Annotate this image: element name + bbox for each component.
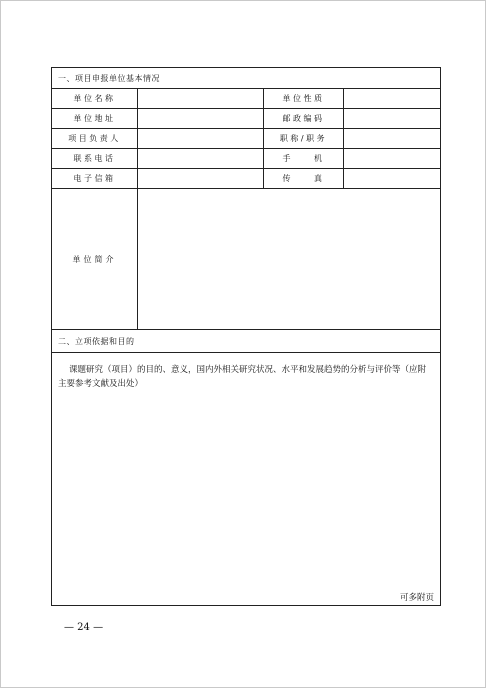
unit-type-field[interactable] bbox=[344, 89, 441, 109]
unit-type-label: 单位性质 bbox=[264, 89, 344, 109]
form-row-unit-name bbox=[52, 89, 441, 109]
project-leader-field[interactable] bbox=[138, 129, 264, 149]
fax-label: 传 真 bbox=[264, 169, 344, 189]
unit-name-field[interactable] bbox=[138, 89, 264, 109]
form-row-unit-intro bbox=[52, 189, 441, 330]
form-row-email bbox=[52, 169, 441, 189]
more-pages-note: 可多附页 bbox=[399, 593, 434, 603]
form-row-basis-purpose bbox=[52, 353, 441, 606]
section1-title: 一、项目申报单位基本情况 bbox=[52, 68, 441, 89]
section2-header-row bbox=[52, 330, 441, 353]
title-position-label: 职称/职务 bbox=[264, 129, 344, 149]
postal-code-label: 邮政编码 bbox=[264, 109, 344, 129]
form-row-project-leader bbox=[52, 129, 441, 149]
basis-purpose-field[interactable] bbox=[52, 353, 441, 606]
unit-address-label: 单位地址 bbox=[52, 109, 138, 129]
contact-phone-label: 联系电话 bbox=[52, 149, 138, 169]
email-field[interactable] bbox=[138, 169, 264, 189]
page-number: — 24 — bbox=[64, 622, 104, 633]
unit-intro-label: 单位简介 bbox=[52, 189, 138, 330]
title-position-field[interactable] bbox=[344, 129, 441, 149]
section1-header-row bbox=[52, 68, 441, 89]
application-form-table bbox=[51, 67, 441, 606]
unit-name-label: 单位名称 bbox=[52, 89, 138, 109]
project-leader-label: 项目负责人 bbox=[52, 129, 138, 149]
contact-phone-field[interactable] bbox=[138, 149, 264, 169]
email-label: 电子信箱 bbox=[52, 169, 138, 189]
form-row-contact-phone bbox=[52, 149, 441, 169]
postal-code-field[interactable] bbox=[344, 109, 441, 129]
form-row-unit-address bbox=[52, 109, 441, 129]
mobile-label: 手 机 bbox=[264, 149, 344, 169]
unit-intro-field[interactable] bbox=[138, 189, 441, 330]
mobile-field[interactable] bbox=[344, 149, 441, 169]
section2-title: 二、立项依据和目的 bbox=[52, 330, 441, 353]
unit-address-field[interactable] bbox=[138, 109, 264, 129]
basis-purpose-instructions: 课题研究（项目）的目的、意义，国内外相关研究状况、水平和发展趋势的分析与评价等（应附主要参考文献及出处） bbox=[58, 365, 427, 389]
fax-field[interactable] bbox=[344, 169, 441, 189]
